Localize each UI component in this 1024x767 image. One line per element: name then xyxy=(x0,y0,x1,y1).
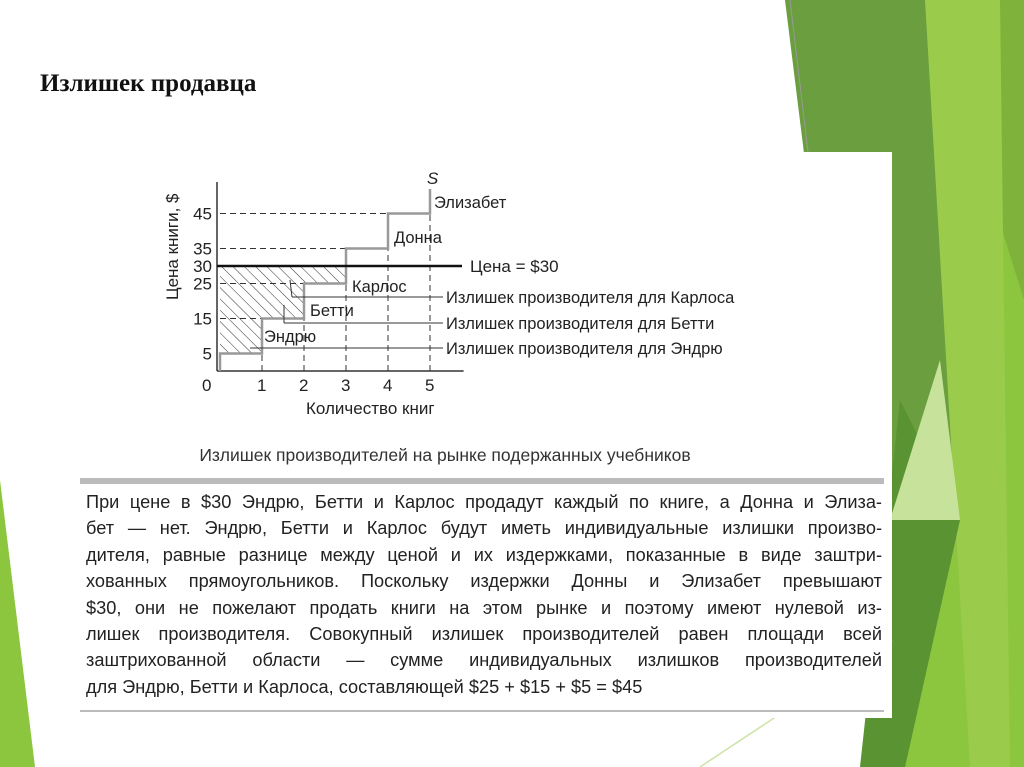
y-tick-label: 5 xyxy=(202,344,212,364)
text-line: бет — нет. Эндрю, Бетти и Карлос будут иметь индивидуальные излишки произво- xyxy=(86,518,882,539)
divider xyxy=(80,478,884,484)
x-tick-label: 3 xyxy=(341,376,351,395)
surplus-annotation: Излишек производителя для Бетти xyxy=(446,315,715,333)
seller-label: Элизабет xyxy=(434,194,507,212)
x-tick-label: 0 xyxy=(202,376,212,395)
explanation-text xyxy=(86,489,882,700)
y-tick-label: 25 xyxy=(193,274,212,294)
y-tick-label: 30 xyxy=(193,257,212,276)
text-line: хованных прямоугольников. Поскольку издержки Донны и Элизабет превышают xyxy=(86,571,882,592)
y-tick-label: 35 xyxy=(193,239,212,259)
seller-label: Карлос xyxy=(352,278,407,296)
divider xyxy=(80,710,884,712)
text-line: для Эндрю, Бетти и Карлоса, составляющей $25 + $15 + $5 = $45 xyxy=(86,676,643,697)
surplus-annotation: Излишек производителя для Эндрю xyxy=(446,340,723,358)
text-line: заштрихованной области — сумме индивидуальных излишков производителей xyxy=(86,650,882,671)
chart-caption: Излишек производителей на рынке подержанных учебников xyxy=(199,445,691,465)
seller-label: Эндрю xyxy=(264,328,317,346)
x-tick-label: 1 xyxy=(257,376,267,395)
x-axis-label: Количество книг xyxy=(306,399,435,418)
x-tick-label: 4 xyxy=(383,376,393,395)
text-line: $30, они не пожелают продать книги на этом рынке и поэтому имеют нулевой из- xyxy=(86,597,882,618)
y-axis-label: Цена книги, $ xyxy=(163,193,182,300)
surplus-annotation: Излишек производителя для Карлоса xyxy=(446,289,735,307)
price-label: Цена = $30 xyxy=(470,257,559,276)
seller-label: Донна xyxy=(394,229,442,247)
text-line: При цене в $30 Эндрю, Бетти и Карлос продадут каждый по книге, а Донна и Элиза- xyxy=(86,492,882,512)
y-tick-label: 45 xyxy=(193,204,212,224)
x-tick-label: 2 xyxy=(299,376,309,395)
curve-label: S xyxy=(427,169,439,188)
text-line: дителя, равные разнице между ценой и их издержками, показанные в виде заштри- xyxy=(86,544,882,565)
text-line: лишек производителя. Совокупный излишек производителей равен площади всей xyxy=(86,624,882,645)
seller-label: Бетти xyxy=(310,302,354,320)
y-tick-label: 15 xyxy=(193,309,212,329)
slide-title: Излишек продавца xyxy=(40,70,257,97)
x-tick-label: 5 xyxy=(425,376,435,395)
